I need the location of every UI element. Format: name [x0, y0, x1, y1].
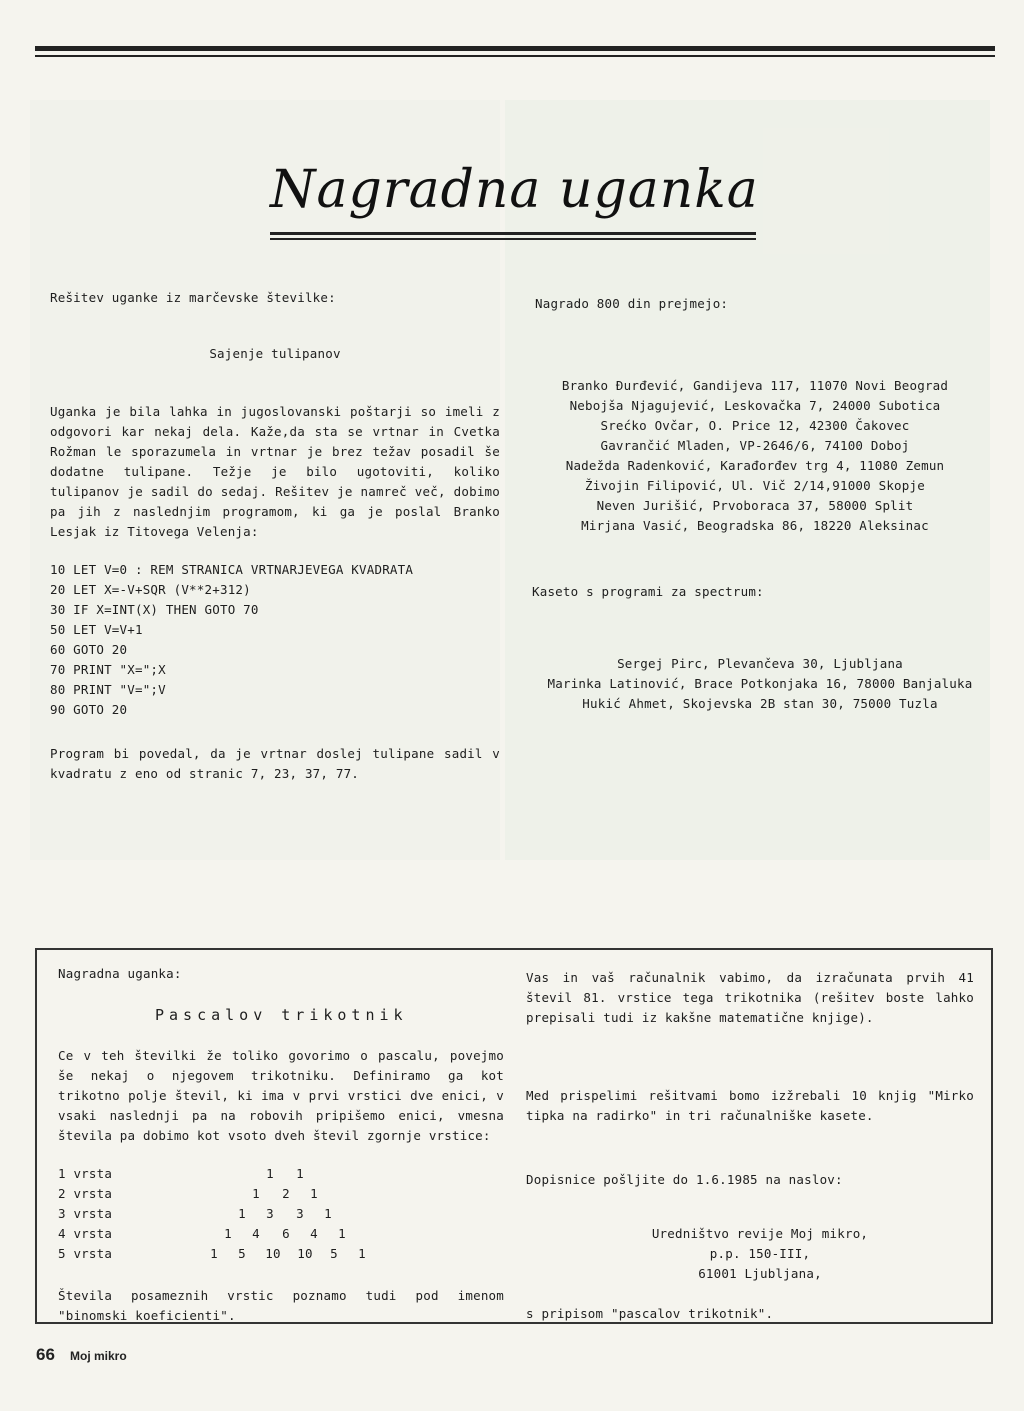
triangle-value: 1	[310, 1186, 318, 1201]
page-number: 66	[36, 1345, 55, 1364]
puzzle-send: Dopisnice pošljite do 1.6.1985 na naslov:	[526, 1172, 843, 1187]
winner-line: Živojin Filipović, Ul. Vič 2/14,91000 Skopje	[585, 478, 925, 493]
page-title: Nagradna uganka	[270, 160, 759, 220]
code-line: 90 GOTO 20	[50, 702, 128, 717]
row-label: 4 vrsta	[58, 1226, 113, 1241]
triangle-value: 3	[266, 1206, 274, 1221]
title-underline-thin	[270, 238, 756, 240]
row-label: 2 vrsta	[58, 1186, 113, 1201]
triangle-row	[58, 1184, 504, 1204]
triangle-row	[58, 1244, 504, 1264]
prize-winners-cassette	[545, 654, 975, 714]
winner-line: Sergej Pirc, Plevančeva 30, Ljubljana	[617, 656, 903, 671]
triangle-row	[58, 1164, 504, 1184]
puzzle-draw: Med prispelimi rešitvami bomo izžrebali 10 knjig "Mirko tipka na radirko" in tri računalniške kasete.	[526, 1088, 974, 1123]
pascal-triangle	[58, 1164, 504, 1264]
triangle-value: 1	[252, 1186, 260, 1201]
solution-closing: Program bi povedal, da je vrtnar doslej tulipane sadil v kvadratu z eno od stranic 7, 23, 37, 77.	[50, 746, 500, 781]
code-line: 50 LET V=V+1	[50, 622, 143, 637]
triangle-value: 1	[224, 1226, 232, 1241]
triangle-value: 10	[297, 1246, 313, 1261]
winner-line: Hukić Ahmet, Skojevska 2B stan 30, 75000 Tuzla	[582, 696, 938, 711]
code-line: 80 PRINT "V=";V	[50, 682, 166, 697]
triangle-value: 2	[282, 1186, 290, 1201]
puzzle-note: Števila posameznih vrstic poznamo tudi pod imenom "binomski koeficienti".	[58, 1288, 504, 1323]
winner-line: Marinka Latinović, Brace Potkonjaka 16, 78000 Banjaluka	[547, 676, 973, 691]
winner-line: Nadežda Radenković, Karađorđev trg 4, 11080 Zemun	[565, 458, 945, 473]
triangle-value: 1	[338, 1226, 346, 1241]
solution-heading: Rešitev uganke iz marčevske številke:	[50, 290, 336, 305]
triangle-value: 1	[358, 1246, 366, 1261]
triangle-row	[58, 1224, 504, 1244]
triangle-value: 4	[310, 1226, 318, 1241]
triangle-value: 1	[238, 1206, 246, 1221]
triangle-value: 6	[282, 1226, 290, 1241]
winner-line: Mirjana Vasić, Beogradska 86, 18220 Aleksinac	[581, 518, 929, 533]
puzzle-postscript: s pripisom "pascalov trikotnik".	[526, 1306, 774, 1321]
code-line: 70 PRINT "X=";X	[50, 662, 166, 677]
title-underline-thick	[270, 232, 756, 235]
puzzle-title: Pascalov trikotnik	[155, 1006, 408, 1024]
magazine-name: Moj mikro	[70, 1349, 127, 1363]
mailing-address	[640, 1224, 880, 1284]
triangle-value: 1	[266, 1166, 274, 1181]
basic-program-listing	[50, 560, 500, 720]
address-line: 61001 Ljubljana,	[698, 1266, 822, 1281]
code-line: 20 LET X=-V+SQR (V**2+312)	[50, 582, 251, 597]
prize-heading-money: Nagrado 800 din prejmejo:	[535, 296, 729, 311]
winner-line: Gavrančić Mladen, VP-2646/6, 74100 Doboj	[600, 438, 910, 453]
row-label: 3 vrsta	[58, 1206, 113, 1221]
puzzle-task: Vas in vaš računalnik vabimo, da izračunata prvih 41 števil 81. vrstice tega trikotnika (rešitev boste lahko prepisali tudi iz kakšne matematične knjige).	[526, 970, 974, 1025]
triangle-value: 10	[265, 1246, 281, 1261]
top-rule-thin	[35, 55, 995, 57]
triangle-value: 3	[296, 1206, 304, 1221]
code-line: 30 IF X=INT(X) THEN GOTO 70	[50, 602, 259, 617]
row-label: 1 vrsta	[58, 1166, 113, 1181]
winner-line: Nebojša Njagujević, Leskovačka 7, 24000 Subotica	[569, 398, 941, 413]
prize-heading-cassette: Kaseto s programi za spectrum:	[532, 584, 764, 599]
triangle-value: 5	[330, 1246, 338, 1261]
winner-line: Srećko Ovčar, O. Price 12, 42300 Čakovec	[600, 418, 910, 433]
triangle-row	[58, 1204, 504, 1224]
triangle-value: 1	[210, 1246, 218, 1261]
puzzle-intro: Ce v teh številki že toliko govorimo o pascalu, povejmo še nekaj o njegovem trikotniku. Definiramo ga kot trikotno polje števil, ki ima v prvi vrstici dve enici, v vsaki naslednji pa na robovih pripišemo enici, vmesna števila pa dobimo kot vsoto dveh števil zgornje vrstice:	[58, 1048, 504, 1143]
triangle-value: 4	[252, 1226, 260, 1241]
top-rule-thick	[35, 46, 995, 51]
code-line: 60 GOTO 20	[50, 642, 128, 657]
solution-paragraph: Uganka je bila lahka in jugoslovanski poštarji so imeli z odgovori kar nekaj dela. Kaže,da sta se vrtnar in Cvetka Rožman le sporazumela in vrtnar je brez težav posadil še dodatne tulipane. Težje je bilo ugotoviti, koliko tulipanov je sadil do sedaj. Rešitev je namreč več, dobimo pa jih z naslednjim programom, ki ga je poslal Branko Lesjak iz Titovega Velenja:	[50, 404, 500, 539]
row-label: 5 vrsta	[58, 1246, 113, 1261]
winner-line: Branko Đurđević, Gandijeva 117, 11070 Novi Beograd	[561, 378, 949, 393]
address-line: p.p. 150-III,	[709, 1246, 811, 1261]
solution-subtitle: Sajenje tulipanov	[209, 346, 341, 361]
triangle-value: 1	[324, 1206, 332, 1221]
triangle-value: 5	[238, 1246, 246, 1261]
prize-winners-money	[545, 376, 965, 536]
address-line: Uredništvo revije Moj mikro,	[651, 1226, 869, 1241]
code-line: 10 LET V=0 : REM STRANICA VRTNARJEVEGA KVADRATA	[50, 562, 414, 577]
puzzle-label: Nagradna uganka:	[58, 966, 182, 981]
triangle-value: 1	[296, 1166, 304, 1181]
winner-line: Neven Jurišić, Prvoboraca 37, 58000 Split	[596, 498, 914, 513]
